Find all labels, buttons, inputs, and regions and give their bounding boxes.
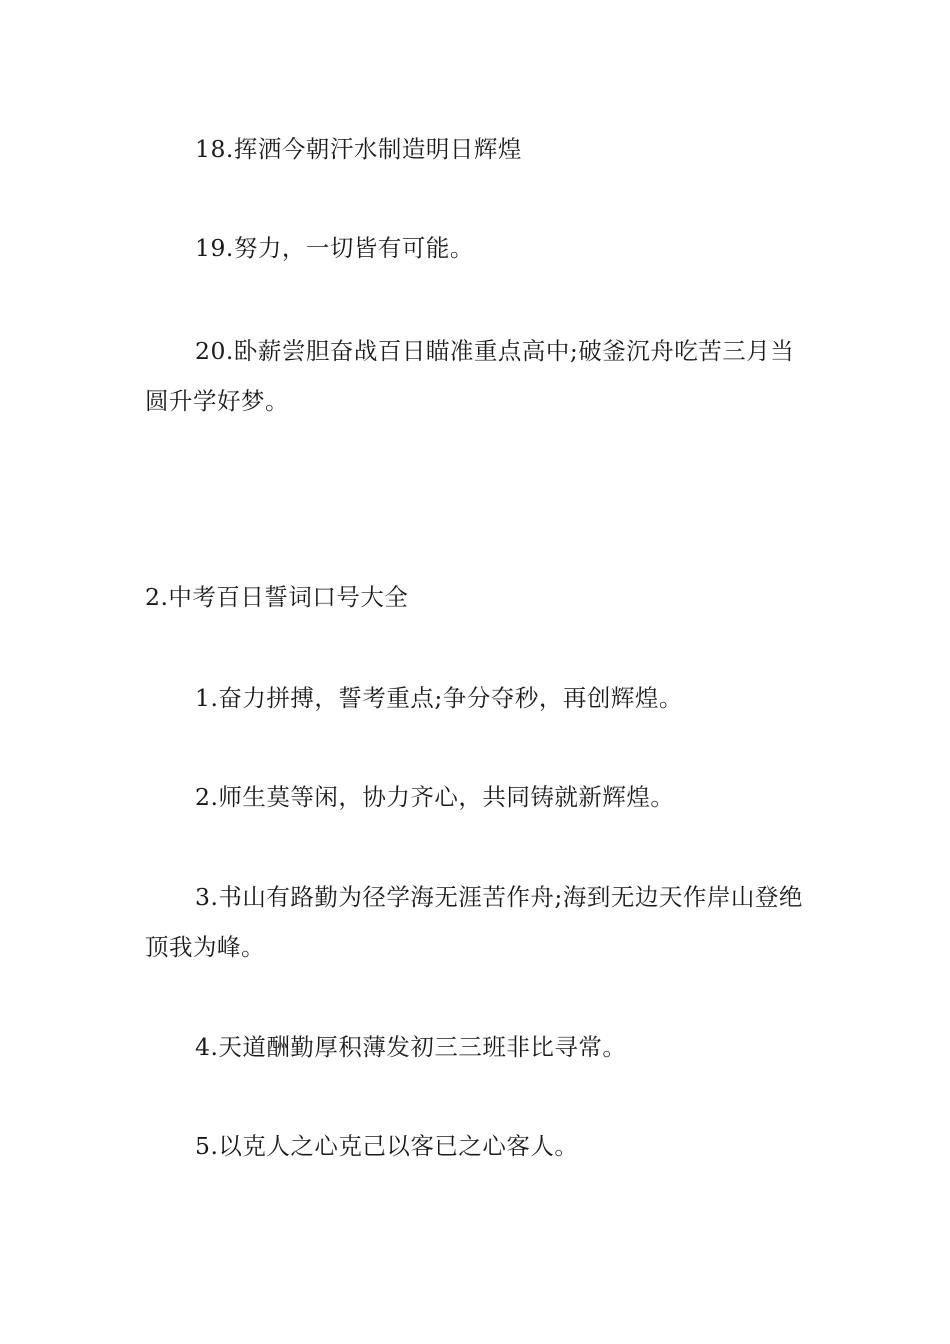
list-item-18: 18.挥洒今朝汗水制造明日辉煌 [195, 135, 522, 163]
list-item-1: 1.奋力拼搏，誓考重点;争分夺秒，再创辉煌。 [195, 684, 683, 712]
list-item-4: 4.天道酬勤厚积薄发初三三班非比寻常。 [195, 1033, 627, 1061]
list-item-2: 2.师生莫等闲，协力齐心，共同铸就新辉煌。 [195, 783, 675, 811]
list-item-19: 19.努力，一切皆有可能。 [195, 234, 474, 262]
list-item-3: 3.书山有路勤为径学海无涯苦作舟;海到无边天作岸山登绝顶我为峰。 [145, 883, 803, 961]
list-item-20: 20.卧薪尝胆奋战百日瞄准重点高中;破釜沉舟吃苦三月当圆升学好梦。 [145, 337, 795, 415]
section-heading: 2.中考百日誓词口号大全 [145, 583, 409, 611]
list-item-5: 5.以克人之心克己以客已之心客人。 [195, 1132, 579, 1160]
